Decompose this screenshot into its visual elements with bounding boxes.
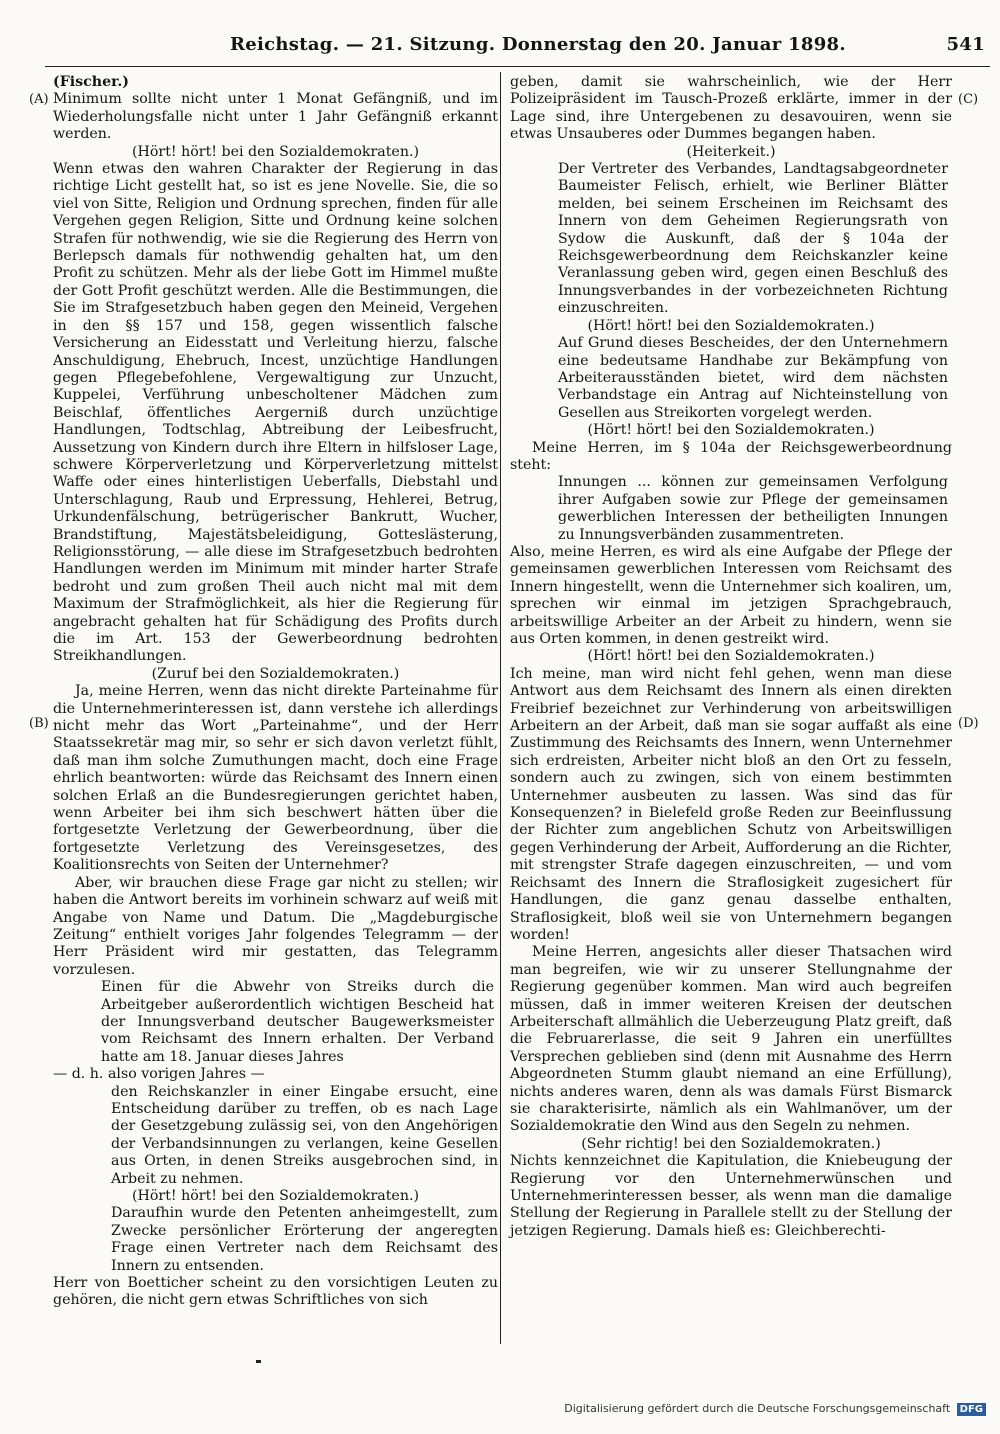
paragraph: Also, meine Herren, es wird als eine Aufgabe der Pflege der gemeinsamen gewerblichen Interessen vom Reichsamt des Innern hingestellt, wenn die Unternehmer sich koaliren, um, sprechen wir einmal im jetzigen Sprachgebrauch, arbeitswillige Arbeiter an der Arbeit zu hindern, wenn sie aus Orten kommen, in denen gestreikt wird. bbox=[510, 543, 952, 647]
paragraph: Aber, wir brauchen diese Frage gar nicht zu stellen; wir haben die Antwort bereits im vorhinein schwarz auf weiß mit Angabe von Name und Datum. Die „Magdeburgische Zeitung“ enthielt voriges Jahr folgendes Telegramm — der Herr Präsident wird mir gestatten, das Telegramm vorzulesen. bbox=[53, 874, 498, 978]
paragraph: Meine Herren, angesichts aller dieser Thatsachen wird man begreifen, wie wir zu unserer Stellungnahme der Regierung gegenüber kommen. Man wird auch begreifen müssen, daß in immer weiteren Kreisen der deutschen Arbeiterschaft allmählich die Ueberzeugung Platz greift, daß die Februarerlasse, die seit 9 Jahren ein unerfülltes Versprechen geblieben sind (denn mit Ausnahme des Herrn Abgeordneten Stumm glaubt niemand an eine Erfüllung), nichts anderes waren, denn als was damals Fürst Bismarck sie charakterisirte, nämlich als ein Wahlmanöver, um der Sozialdemokratie den Wind aus den Segeln zu nehmen. bbox=[510, 944, 952, 1135]
running-title: Reichstag. — 21. Sitzung. Donnerstag den 20. Januar 1898. bbox=[230, 34, 846, 55]
margin-marker-b: (B) bbox=[29, 716, 49, 731]
page-header bbox=[230, 34, 985, 60]
page-mark bbox=[256, 1360, 261, 1363]
interjection: (Heiterkeit.) bbox=[686, 143, 776, 160]
left-column bbox=[53, 74, 498, 1310]
margin-marker-d: (D) bbox=[958, 716, 979, 731]
page-number: 541 bbox=[946, 34, 985, 55]
paragraph: Nichts kennzeichnet die Kapitulation, die Kniebeugung der Regierung vor den Unternehmerwünschen und Unternehmerinteressen besser, als wenn man die damalige Stellung der Regierung in Parallele stellt zu der Stellung der jetzigen Regierung. Damals hieß es: Gleichberechti- bbox=[510, 1153, 952, 1239]
paragraph: Ich meine, man wird nicht fehl gehen, wenn man diese Antwort aus dem Reichsamt des Innern als einen direkten Freibrief bezeichnet zur Verhinderung von arbeitswilligen Arbeitern an der Arbeit, daß man sie sogar auffaßt als eine Zustimmung des Reichsamts des Innern, wenn Unternehmer sich erdreisten, Arbeiter nicht bloß an den Ort zu fesseln, sondern auch zu zwingen, sich von einem bestimmten Unternehmer ausbeuten zu lassen. Was sind das für Konsequenzen? in Bielefeld große Reden zur Beeinflussung der Richter zum angeblichen Schutz von Arbeitswilligen gegen Verhinderung der Arbeit, Aufforderung an die Richter, mit strengster Strafe dagegen einzuschreiten, — und vom Reichsamt des Innern die Straflosigkeit zugesichert für Handlungen, die ganz genau dasselbe enthalten, Straflosigkeit, bloß weil sie von Unternehmern begangen worden! bbox=[510, 665, 952, 943]
right-column bbox=[510, 74, 952, 1240]
interjection: (Hört! hört! bei den Sozialdemokraten.) bbox=[587, 422, 875, 439]
dfg-logo: DFG bbox=[957, 1403, 986, 1416]
interjection: (Hört! hört! bei den Sozialdemokraten.) bbox=[587, 648, 875, 665]
interjection: (Hört! hört! bei den Sozialdemokraten.) bbox=[587, 317, 875, 334]
quoted-law: Innungen ... können zur gemeinsamen Verfolgung ihrer Aufgaben sowie zur Pflege der gemeinsamen gewerblichen Interessen der betheiligten Innungen zu Innungsverbänden zusammentreten. bbox=[558, 474, 948, 543]
interjection: (Hört! hört! bei den Sozialdemokraten.) bbox=[131, 143, 420, 160]
interjection: (Sehr richtig! bei den Sozialdemokraten.) bbox=[581, 1135, 881, 1152]
footer-credit bbox=[564, 1402, 986, 1416]
footer-text: Digitalisierung gefördert durch die Deutsche Forschungsgemeinschaft bbox=[564, 1402, 951, 1415]
speaker-label: (Fischer.) bbox=[53, 74, 129, 90]
header-rule bbox=[45, 66, 990, 67]
margin-marker-c: (C) bbox=[958, 92, 979, 107]
quoted-telegram: den Reichskanzler in einer Eingabe ersucht, eine Entscheidung darüber zu treffen, ob es nach Lage der Gesetzgebung zulässig sei, von den Angehörigen der Verbandsinnungen zu verlangen, keine Gesellen aus Orten, in denen Streiks ausgebrochen sind, in Arbeit zu nehmen. bbox=[111, 1083, 498, 1187]
column-divider bbox=[500, 72, 501, 1344]
paragraph: Minimum sollte nicht unter 1 Monat Gefängniß, und im Wiederholungsfalle nicht unter 1 Jahr Gefängniß erkannt werden. bbox=[53, 91, 498, 143]
interjection: (Hört! hört! bei den Sozialdemokraten.) bbox=[131, 1188, 420, 1204]
quoted-telegram: Daraufhin wurde den Petenten anheimgestellt, zum Zwecke persönlicher Erörterung der angeregten Frage einen Vertreter nach dem Reichsamt des Innern zu entsenden. bbox=[111, 1205, 498, 1274]
interjection: (Zuruf bei den Sozialdemokraten.) bbox=[151, 665, 400, 682]
paragraph: Herr von Boetticher scheint zu den vorsichtigen Leuten zu gehören, die nicht gern etwas Schriftliches von sich bbox=[53, 1275, 498, 1309]
quoted-telegram: Einen für die Abwehr von Streiks durch die Arbeitgeber außerordentlich wichtigen Bescheid hat der Innungsverband deutscher Baugewerksmeister vom Reichsamt des Innern erhalten. Der Verband hatte am 18. Januar dieses Jahres bbox=[101, 979, 494, 1065]
paragraph: geben, damit sie wahrscheinlich, wie der Herr Polizeipräsident im Tausch-Prozeß erklärte, immer in der Lage sind, ihre Untergebenen zu desavouiren, wenn sie etwas Unsauberes oder Dummes begangen haben. bbox=[510, 74, 952, 143]
paragraph: Ja, meine Herren, wenn das nicht direkte Parteinahme für die Unternehmerinteressen ist, dann verstehe ich allerdings nicht mehr das Wort „Parteinahme“, und der Herr Staatssekretär mag mir, so sehr er sich davon verletzt fühlt, daß man ihm solche Zumuthungen macht, doch eine Frage ehrlich beantworten: würde das Reichsamt des Innern einen solchen Erlaß an die Bundesregierungen gerichtet haben, wenn Arbeiter bei ihm sich beschwert hätten über die fortgesetzte Verletzung der Gewerbeordnung, über die fortgesetzte Verletzung des Vereinsgesetzes, des Koalitionsrechts von Seiten der Unternehmer? bbox=[53, 683, 498, 874]
margin-marker-a: (A) bbox=[29, 92, 49, 107]
speaker-aside: — d. h. also vorigen Jahres — bbox=[53, 1066, 265, 1083]
paragraph: Meine Herren, im § 104a der Reichsgewerbeordnung steht: bbox=[510, 439, 952, 473]
quoted-report: Der Vertreter des Verbandes, Landtagsabgeordneter Baumeister Felisch, erhielt, wie Berliner Blätter melden, bei seinem Erscheinen im Reichsamt des Innern von dem Geheimen Regierungsrath von Sydow die Auskunft, daß der § 104a der Reichsgewerbeordnung dem Reichskanzler keine Veranlassung geben wird, gegen einen Beschluß des Innungsverbandes in der vorbezeichneten Richtung einzuschreiten. bbox=[558, 161, 948, 317]
quoted-report: Auf Grund dieses Bescheides, der den Unternehmern eine bedeutsame Handhabe zur Bekämpfung von Arbeiterausständen bietet, wird dem nächsten Verbandstage ein Antrag auf Nichteinstellung von Gesellen aus Streikorten vorgelegt werden. bbox=[558, 335, 948, 421]
paragraph: Wenn etwas den wahren Charakter der Regierung in das richtige Licht gestellt hat, so ist es jene Novelle. Sie, die so viel von Sitte, Religion und Ordnung sprechen, finden für alle Vergehen gegen Religion, Sitte und Ordnung keine solchen Strafen für nothwendig, wie sie die Regierung des Herrn von Berlepsch damals für nothwendig gehalten hat, um den Profit zu schützen. Mehr als der liebe Gott im Himmel mußte der Gott Profit geschützt werden. Alle die Bestimmungen, die Sie im Strafgesetzbuch haben gegen den Meineid, Vergehen in den §§ 157 und 158, gegen wissentlich falsche Versicherung an Eidesstatt und Verleitung hierzu, falsche Anschuldigung, Ehebruch, Incest, unzüchtige Handlungen gegen Pflegebefohlene, Vergewaltigung zur Unzucht, Kuppelei, Verführung unbescholtener Mädchen zum Beischlaf, öffentliches Aergerniß durch unzüchtige Handlungen, Todtschlag, Abtreibung der Leibesfrucht, Aussetzung von Kindern durch ihre Eltern in hilfsloser Lage, schwere Körperverletzung und Körperverletzung mittelst Waffe oder eines hinterlistigen Ueberfalls, Diebstahl und Unterschlagung, Raub und Erpressung, Hehlerei, Betrug, Urkundenfälschung, betrügerischer Bankrutt, Wucher, Brandstiftung, Majestätsbeleidigung, Gotteslästerung, Religionsstörung, — alle diese im Strafgesetzbuch bedrohten Handlungen werden im Minimum mit minder harter Strafe bedroht und zum großen Theil auch nicht mal mit dem Maximum der Strafmöglichkeit, als hier die Regierung für angebracht gehalten hat für Schädigung des Profits durch die im Art. 153 der Gewerbeordnung bedrohten Streikhandlungen. bbox=[53, 161, 498, 665]
